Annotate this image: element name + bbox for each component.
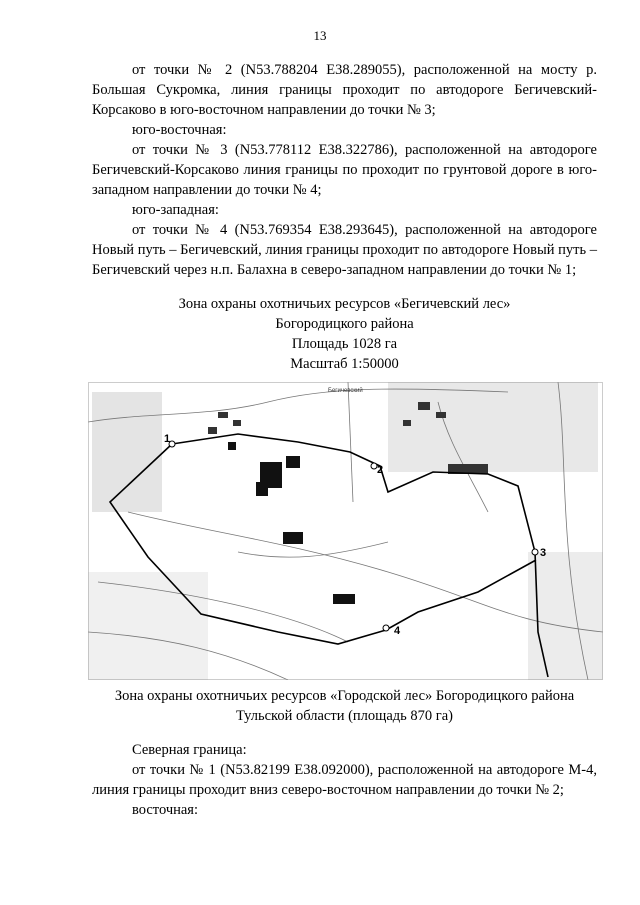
boundary-description-gorodskoy xyxy=(92,740,597,820)
point-label-3: 3 xyxy=(540,547,547,559)
paragraph-point-3: от точки № 3 (N53.778112 E38.322786), расположенной на автодороге Бегичевский-Корсаково линия границы по проходит по грунтовой дороге в юго-западном направлении до точки № 4; xyxy=(92,142,597,198)
paragraph-point-1: от точки № 1 (N53.82199 E38.092000), расположенной на автодороге М-4, линия границы проходит вниз северо-восточном направлении до точки № 2; xyxy=(92,762,597,798)
map-area: Площадь 1028 га xyxy=(291,336,398,352)
zone-map xyxy=(88,382,603,680)
point-marker-3 xyxy=(532,549,538,555)
place-label-begichevsky: Бегичевский xyxy=(328,388,363,394)
paragraph-southeast-heading: юго-восточная: xyxy=(132,122,227,138)
zone-map-svg xyxy=(88,382,603,680)
map-district: Богородицкого района xyxy=(275,316,414,332)
paragraph-north-heading: Северная граница: xyxy=(132,742,247,758)
map-title: Зона охраны охотничьих ресурсов «Бегичевский лес» xyxy=(178,296,511,312)
map-scale: Масштаб 1:50000 xyxy=(290,356,399,372)
point-label-2: 2 xyxy=(377,464,384,476)
point-label-1: 1 xyxy=(164,433,171,445)
map-heading xyxy=(92,294,597,374)
point-label-4: 4 xyxy=(394,625,401,637)
boundary-description-begichevsky xyxy=(92,60,597,280)
paragraph-point-4: от точки № 4 (N53.769354 E38.293645), расположенной на автодороге Новый путь – Бегичевский, линия границы проходит по автодороге Новый путь – Бегичевский через н.п. Балахна в северо-западном направлении до точки № 1; xyxy=(92,222,597,278)
point-marker-4 xyxy=(383,625,389,631)
paragraph-southwest-heading: юго-западная: xyxy=(132,202,219,218)
paragraph-point-2: от точки № 2 (N53.788204 E38.289055), расположенной на мосту р. Большая Сукромка, линия границы проходит по автодороге Бегичевский-Корсаково в юго-восточном направлении до точки № 3; xyxy=(92,62,597,118)
paragraph-east-heading: восточная: xyxy=(132,802,199,818)
zone-caption-gorodskoy: Зона охраны охотничьих ресурсов «Городской лес» Богородицкого района Тульской области (площадь 870 га) xyxy=(114,688,575,724)
page-number: 13 xyxy=(313,28,327,43)
